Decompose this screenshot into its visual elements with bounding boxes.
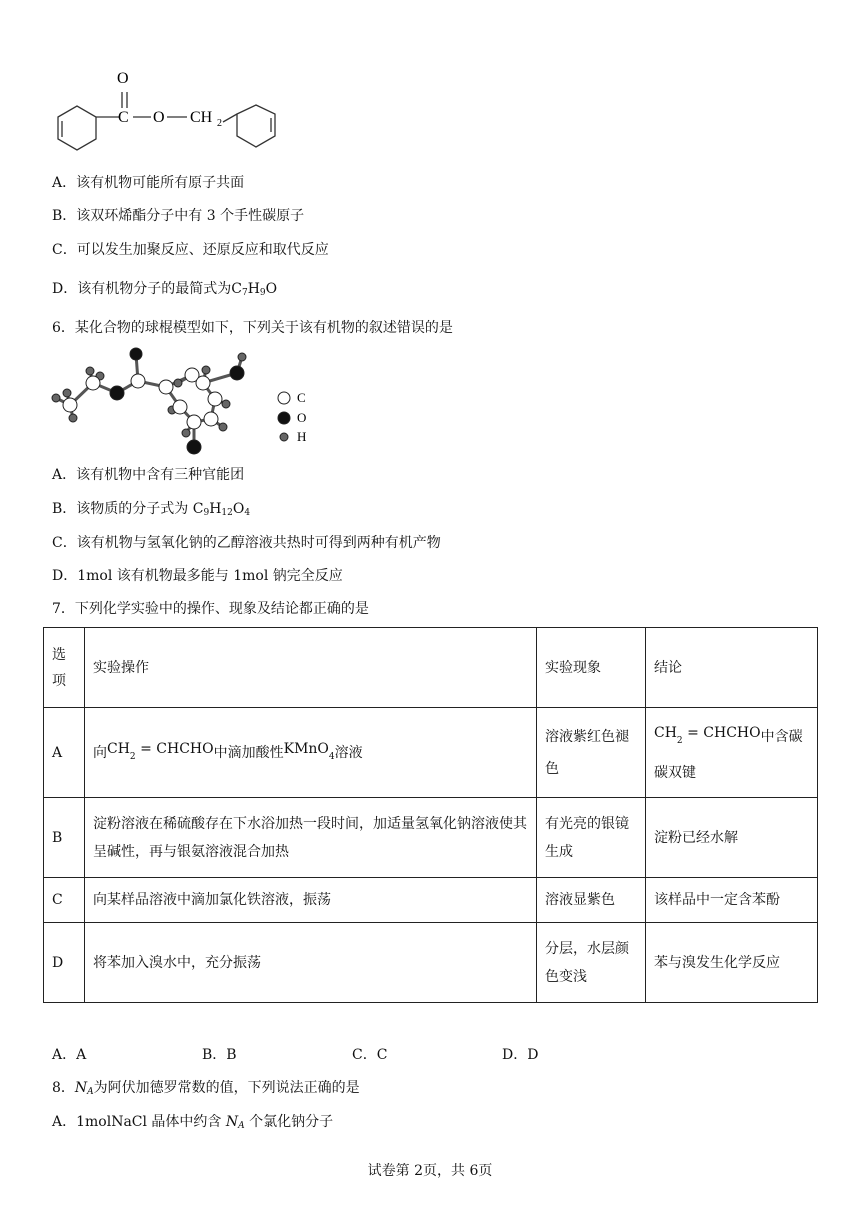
formula: KMnO — [283, 740, 329, 757]
row-a-operation — [85, 708, 537, 798]
q7-choice-d: D．D — [502, 1047, 539, 1063]
formula-h-sub: 12 — [221, 508, 233, 518]
formula: = CHCHO — [135, 740, 214, 757]
row-b-option: B — [44, 798, 85, 878]
op-text: 中滴加酸性 — [213, 744, 284, 761]
row-d-operation: 将苯加入溴水中，充分振荡 — [85, 923, 537, 1003]
row-a-option: A — [44, 708, 85, 798]
legend-hydrogen: H — [297, 429, 307, 444]
formula-sub: 2 — [676, 735, 683, 746]
row-b-conclusion: 淀粉已经水解 — [646, 798, 818, 878]
row-c-option: C — [44, 878, 85, 923]
row-c-conclusion: 该样品中一定含苯酚 — [646, 878, 818, 923]
formula-c-sub: 7 — [241, 288, 248, 298]
q5-option-b: B．该双环烯酯分子中有 3 个手性碳原子 — [52, 208, 305, 224]
q6-option-d: D．1mol 该有机物最多能与 1mol 钠完全反应 — [52, 568, 343, 584]
q5-option-a: A．该有机物可能所有原子共面 — [52, 175, 245, 191]
formula-c: C — [231, 281, 242, 297]
table-row — [44, 878, 818, 923]
formula-o: O — [265, 281, 278, 297]
q7-stem: 7．下列化学实验中的操作、现象及结论都正确的是 — [52, 601, 369, 617]
header-phenomenon: 实验现象 — [537, 628, 646, 708]
q8-option-a — [52, 1112, 333, 1136]
q8-option-a-text: A．1molNaCl 晶体中约含 — [52, 1114, 226, 1130]
header-conclusion: 结论 — [646, 628, 818, 708]
formula: CH — [107, 740, 130, 757]
row-a-phenomenon: 溶液紫红色褪色 — [537, 708, 646, 798]
row-c-operation: 向某样品溶液中滴加氯化铁溶液，振荡 — [85, 878, 537, 923]
ester-structure-diagram — [45, 64, 305, 154]
avogadro-symbol: N — [225, 1114, 239, 1130]
row-d-conclusion: 苯与溴发生化学反应 — [646, 923, 818, 1003]
q7-choice-b: B．B — [202, 1047, 237, 1063]
formula-sub: 4 — [328, 751, 335, 762]
q8-option-a-text: 个氯化钠分子 — [244, 1114, 334, 1130]
formula-h: H — [209, 501, 222, 517]
carbonyl-oxygen-label: O — [117, 70, 129, 87]
formula: = CHCHO — [682, 724, 761, 741]
ball-and-stick-model — [48, 343, 318, 458]
table-row — [44, 708, 818, 798]
q7-choice-c: C．C — [352, 1047, 388, 1063]
q7-table — [43, 627, 818, 1003]
avogadro-sub: A — [87, 1087, 94, 1097]
formula: CH — [654, 724, 677, 741]
q6-option-b-text: B．该物质的分子式为 C — [52, 501, 204, 517]
legend-carbon: C — [297, 390, 306, 405]
q5-option-d-text: D．该有机物分子的最简式为 — [52, 281, 232, 297]
table-header-row — [44, 628, 818, 708]
formula-h-sub: 9 — [259, 288, 266, 298]
q6-stem: 6．某化合物的球棍模型如下，下列关于该有机物的叙述错误的是 — [52, 320, 453, 336]
row-b-operation: 淀粉溶液在稀硫酸存在下水浴加热一段时间，加适量氢氧化钠溶液使其呈碱性，再与银氨溶液混合加热 — [85, 798, 537, 878]
methylene-subscript: 2 — [217, 118, 222, 129]
q7-choice-a: A．A — [52, 1047, 87, 1063]
row-d-option: D — [44, 923, 85, 1003]
carbon-label: C — [118, 109, 129, 126]
formula-o: O — [232, 501, 245, 517]
row-b-phenomenon: 有光亮的银镜生成 — [537, 798, 646, 878]
row-a-conclusion — [646, 708, 818, 798]
q5-option-d — [52, 279, 277, 303]
q6-option-a: A．该有机物中含有三种官能团 — [52, 467, 245, 483]
formula-c-sub: 9 — [203, 508, 210, 518]
formula-h: H — [247, 281, 260, 297]
avogadro-symbol: N — [74, 1080, 88, 1096]
q8-stem — [52, 1078, 360, 1102]
op-text: 溶液 — [334, 744, 363, 761]
legend-oxygen: O — [297, 410, 307, 425]
row-c-phenomenon: 溶液显紫色 — [537, 878, 646, 923]
header-option: 选 项 — [44, 628, 85, 708]
ester-oxygen-label: O — [153, 109, 165, 126]
table-row — [44, 923, 818, 1003]
formula-o-sub: 4 — [244, 508, 251, 518]
formula-sub: 2 — [129, 751, 136, 762]
con-text: 中含碳碳双键 — [654, 728, 803, 781]
methylene-label: CH — [190, 109, 213, 126]
q6-option-b — [52, 499, 250, 523]
q5-option-c: C．可以发生加聚反应、还原反应和取代反应 — [52, 242, 329, 258]
avogadro-sub: A — [238, 1121, 245, 1131]
q6-option-c: C．该有机物与氢氧化钠的乙醇溶液共热时可得到两种有机产物 — [52, 535, 441, 551]
q8-stem-text: 为阿伏加德罗常数的值，下列说法正确的是 — [93, 1080, 360, 1096]
header-operation: 实验操作 — [85, 628, 537, 708]
op-text: 向 — [93, 744, 107, 761]
q8-number: 8． — [52, 1080, 75, 1096]
row-d-phenomenon: 分层，水层颜色变浅 — [537, 923, 646, 1003]
page-footer: 试卷第 2页，共 6页 — [367, 1163, 493, 1179]
table-row — [44, 798, 818, 878]
